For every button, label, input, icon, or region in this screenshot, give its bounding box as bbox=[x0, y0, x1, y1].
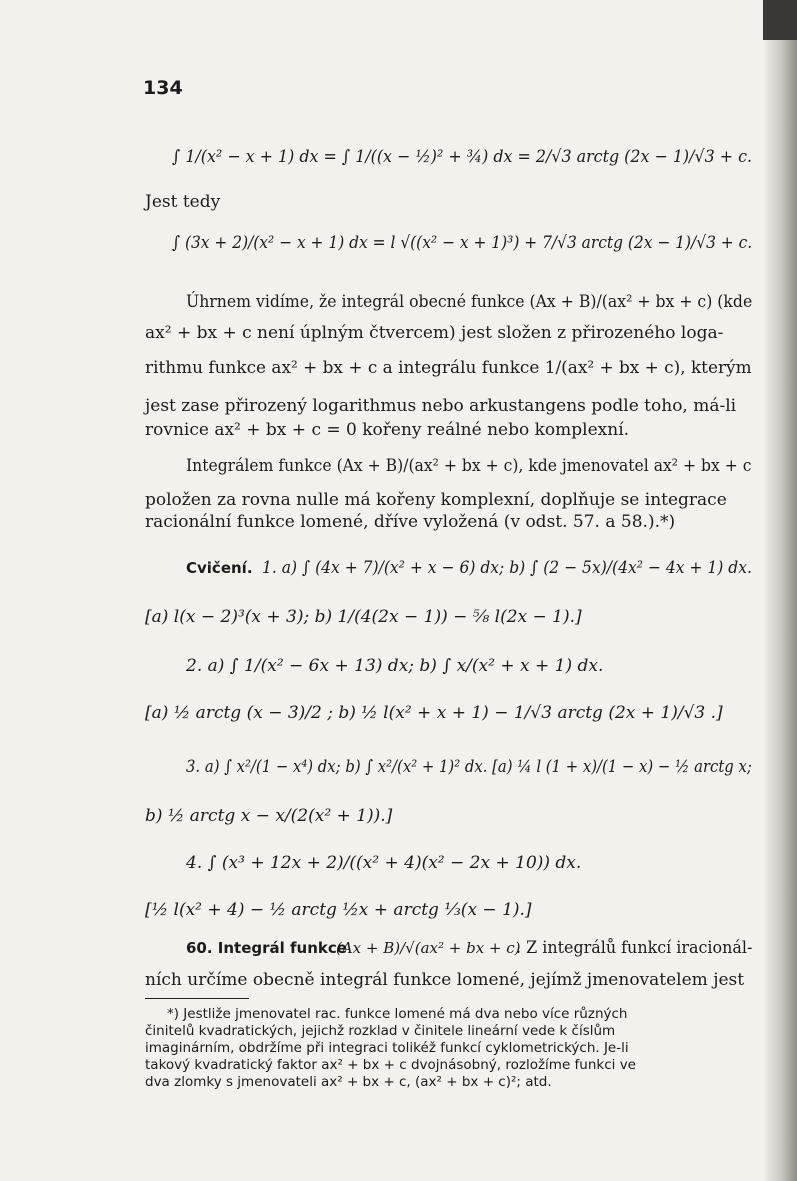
exercise-4: 4. ∫ (x³ + 12x + 2)/((x² + 4)(x² − 2x + 10)) dx. bbox=[186, 853, 582, 873]
exercise-1: 1. a) ∫ (4x + 7)/(x² + x − 6) dx; b) ∫ (2 − 5x)/(4x² − 4x + 1) dx. bbox=[262, 558, 752, 578]
paragraph-1-line-5: rovnice ax² + bx + c = 0 kořeny reálné nebo komplexní. bbox=[145, 420, 630, 440]
section-60-line-2: ních určíme obecně integrál funkce lomené, jejímž jmenovatelem jest bbox=[145, 970, 745, 990]
paragraph-1-line-4: jest zase přirozený logarithmus nebo arkustangens podle toho, má-li bbox=[145, 396, 737, 416]
equation-1: ∫ 1/(x² − x + 1) dx = ∫ 1/((x − ½)² + ¾) dx = 2/√3 arctg (2x − 1)/√3 + c. bbox=[172, 147, 753, 167]
exercises-heading: Cvičení. bbox=[186, 559, 253, 577]
paragraph-1-line-1: Úhrnem vidíme, že integrál obecné funkce (Ax + B)/(ax² + bx + c) (kde bbox=[186, 292, 753, 312]
exercise-2: 2. a) ∫ 1/(x² − 6x + 13) dx; b) ∫ x/(x² + x + 1) dx. bbox=[186, 656, 604, 676]
equation-2: ∫ (3x + 2)/(x² − x + 1) dx = l √((x² − x + 1)³) + 7/√3 arctg (2x − 1)/√3 + c. bbox=[172, 233, 753, 253]
footnote-line-2: činitelů kvadratických, jejichž rozklad v činitele lineární vede k číslům bbox=[145, 1023, 616, 1039]
footnote-rule bbox=[145, 998, 249, 999]
section-60-heading: 60. Integrál funkce bbox=[186, 939, 347, 957]
footnote-line-5: dva zlomky s jmenovateli ax² + bx + c, (ax² + bx + c)²; atd. bbox=[145, 1074, 552, 1090]
page-number: 134 bbox=[143, 77, 183, 99]
exercise-2-result: [a) ½ arctg (x − 3)/2 ; b) ½ l(x² + x + 1) − 1/√3 arctg (2x + 1)/√3 .] bbox=[145, 703, 723, 723]
section-60-fraction: (Ax + B)/√(ax² + bx + c) bbox=[336, 939, 521, 957]
paragraph-2-line-1: Integrálem funkce (Ax + B)/(ax² + bx + c), kde jmenovatel ax² + bx + c bbox=[186, 456, 752, 476]
section-60-line-1: . Z integrálů funkcí iracionál- bbox=[516, 938, 753, 958]
paragraph-1-line-2: ax² + bx + c není úplným čtvercem) jest složen z přirozeného loga- bbox=[145, 323, 724, 343]
paragraph-2-line-3: racionální funkce lomené, dříve vyložená (v odst. 57. a 58.).*) bbox=[145, 512, 676, 532]
exercise-3: 3. a) ∫ x²/(1 − x⁴) dx; b) ∫ x²/(x² + 1)² dx. [a) ¼ l (1 + x)/(1 − x) − ½ arctg x; bbox=[186, 757, 752, 777]
jest-tedy-text: Jest tedy bbox=[145, 192, 221, 212]
paragraph-1-line-3: rithmu funkce ax² + bx + c a integrálu funkce 1/(ax² + bx + c), kterým bbox=[145, 358, 752, 378]
paragraph-2-line-2: položen za rovna nulle má kořeny komplexní, doplňuje se integrace bbox=[145, 490, 727, 510]
exercise-4-result: [½ l(x² + 4) − ½ arctg ½x + arctg ⅓(x − 1).] bbox=[145, 900, 532, 920]
scan-corner-shadow bbox=[763, 0, 797, 40]
footnote-line-4: takový kvadratický faktor ax² + bx + c dvojnásobný, rozložíme funkci ve bbox=[145, 1057, 636, 1073]
exercise-1-result: [a) l(x − 2)³(x + 3); b) 1/(4(2x − 1)) − ⅝ l(2x − 1).] bbox=[145, 607, 582, 627]
scan-edge-shadow bbox=[763, 0, 797, 1181]
exercise-3-result: b) ½ arctg x − x/(2(x² + 1)).] bbox=[145, 806, 393, 826]
footnote-line-1: *) Jestliže jmenovatel rac. funkce lomené má dva nebo více různých bbox=[167, 1006, 628, 1022]
footnote-line-3: imaginárním, obdržíme při integraci tolikéž funkcí cyklometrických. Je-li bbox=[145, 1040, 629, 1056]
